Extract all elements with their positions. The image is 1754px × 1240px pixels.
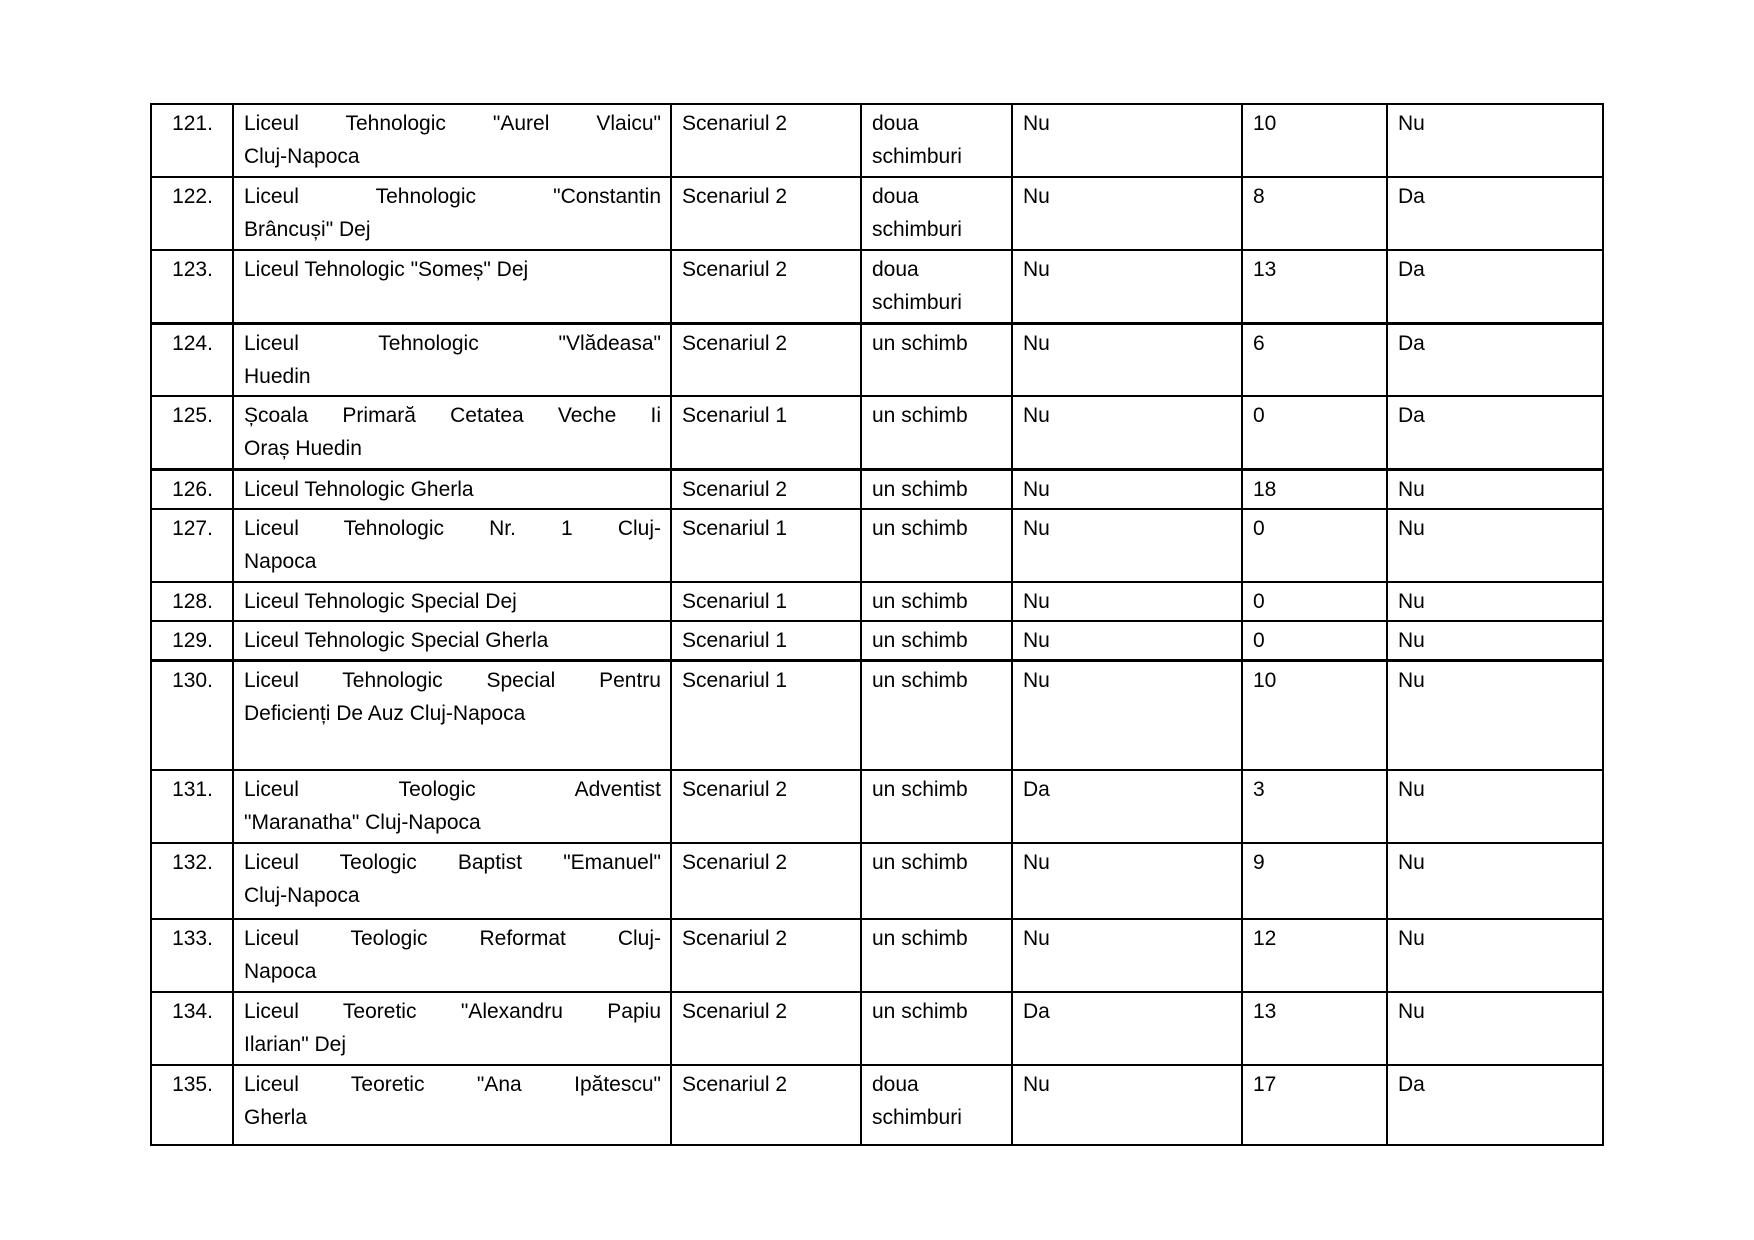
flag2-cell: Nu [1387, 582, 1603, 621]
school-name-cell: Liceul Tehnologic "Constantin Brâncuși" Dej [233, 177, 671, 250]
shift-cell: un schimb [861, 843, 1012, 919]
flag2-cell: Nu [1387, 843, 1603, 919]
row-number-cell: 125. [151, 396, 233, 469]
row-number-cell: 133. [151, 919, 233, 992]
table-row [151, 250, 1603, 323]
flag1-cell: Nu [1012, 660, 1242, 770]
shift-cell: un schimb [861, 582, 1012, 621]
row-number-cell: 127. [151, 509, 233, 582]
table-row [151, 992, 1603, 1065]
school-name-cell: Liceul Teologic Baptist "Emanuel" Cluj-Napoca [233, 843, 671, 919]
school-name-cell: Liceul Teologic Adventist "Maranatha" Cluj-Napoca [233, 770, 671, 843]
scenario-cell: Scenariul 2 [671, 250, 861, 323]
shift-cell: un schimb [861, 992, 1012, 1065]
shift-cell: un schimb [861, 660, 1012, 770]
count-cell: 8 [1242, 177, 1387, 250]
shift-cell: doua schimburi [861, 1065, 1012, 1145]
school-name-cell: Liceul Tehnologic "Vlădeasa" Huedin [233, 323, 671, 396]
count-cell: 10 [1242, 104, 1387, 177]
schools-table [150, 103, 1604, 1146]
flag1-cell: Da [1012, 992, 1242, 1065]
shift-cell: un schimb [861, 919, 1012, 992]
flag2-cell: Nu [1387, 509, 1603, 582]
flag2-cell: Nu [1387, 770, 1603, 843]
table-row [151, 660, 1603, 770]
scenario-cell: Scenariul 1 [671, 660, 861, 770]
table-row [151, 621, 1603, 661]
flag2-cell: Nu [1387, 992, 1603, 1065]
school-name-cell: Liceul Tehnologic Special Gherla [233, 621, 671, 661]
school-name-cell: Liceul Tehnologic Gherla [233, 469, 671, 509]
flag2-cell: Nu [1387, 469, 1603, 509]
row-number-cell: 126. [151, 469, 233, 509]
table-row [151, 509, 1603, 582]
row-number-cell: 129. [151, 621, 233, 661]
table-row [151, 770, 1603, 843]
school-name-cell: Școala Primară Cetatea Veche Ii Oraș Huedin [233, 396, 671, 469]
shift-cell: doua schimburi [861, 250, 1012, 323]
flag1-cell: Nu [1012, 250, 1242, 323]
row-number-cell: 134. [151, 992, 233, 1065]
flag1-cell: Nu [1012, 509, 1242, 582]
table-row [151, 396, 1603, 469]
row-number-cell: 124. [151, 323, 233, 396]
scenario-cell: Scenariul 2 [671, 104, 861, 177]
table-row [151, 104, 1603, 177]
school-name-cell: Liceul Teoretic "Ana Ipătescu" Gherla [233, 1065, 671, 1145]
row-number-cell: 130. [151, 660, 233, 770]
scenario-cell: Scenariul 2 [671, 469, 861, 509]
flag1-cell: Nu [1012, 469, 1242, 509]
row-number-cell: 123. [151, 250, 233, 323]
flag2-cell: Da [1387, 323, 1603, 396]
count-cell: 18 [1242, 469, 1387, 509]
count-cell: 13 [1242, 250, 1387, 323]
row-number-cell: 128. [151, 582, 233, 621]
count-cell: 3 [1242, 770, 1387, 843]
count-cell: 10 [1242, 660, 1387, 770]
count-cell: 12 [1242, 919, 1387, 992]
school-name-cell: Liceul Tehnologic "Aurel Vlaicu" Cluj-Napoca [233, 104, 671, 177]
shift-cell: un schimb [861, 323, 1012, 396]
flag2-cell: Nu [1387, 919, 1603, 992]
row-number-cell: 135. [151, 1065, 233, 1145]
count-cell: 0 [1242, 582, 1387, 621]
school-name-cell: Liceul Tehnologic Nr. 1 Cluj- Napoca [233, 509, 671, 582]
scenario-cell: Scenariul 2 [671, 770, 861, 843]
shift-cell: doua schimburi [861, 104, 1012, 177]
flag1-cell: Nu [1012, 396, 1242, 469]
flag2-cell: Nu [1387, 621, 1603, 661]
shift-cell: un schimb [861, 469, 1012, 509]
flag1-cell: Nu [1012, 582, 1242, 621]
shift-cell: un schimb [861, 621, 1012, 661]
scenario-cell: Scenariul 1 [671, 582, 861, 621]
flag2-cell: Da [1387, 1065, 1603, 1145]
count-cell: 13 [1242, 992, 1387, 1065]
table-row [151, 177, 1603, 250]
scenario-cell: Scenariul 1 [671, 396, 861, 469]
count-cell: 0 [1242, 396, 1387, 469]
school-name-cell: Liceul Tehnologic Special Dej [233, 582, 671, 621]
row-number-cell: 121. [151, 104, 233, 177]
school-name-cell: Liceul Tehnologic Special Pentru Deficienți De Auz Cluj-Napoca [233, 660, 671, 770]
table-row [151, 469, 1603, 509]
row-number-cell: 132. [151, 843, 233, 919]
scenario-cell: Scenariul 2 [671, 177, 861, 250]
scenario-cell: Scenariul 1 [671, 621, 861, 661]
shift-cell: un schimb [861, 770, 1012, 843]
scenario-cell: Scenariul 2 [671, 919, 861, 992]
school-name-cell: Liceul Tehnologic "Someș" Dej [233, 250, 671, 323]
shift-cell: un schimb [861, 509, 1012, 582]
scenario-cell: Scenariul 2 [671, 992, 861, 1065]
scenario-cell: Scenariul 1 [671, 509, 861, 582]
shift-cell: un schimb [861, 396, 1012, 469]
table-row [151, 1065, 1603, 1145]
flag1-cell: Nu [1012, 104, 1242, 177]
flag1-cell: Nu [1012, 177, 1242, 250]
flag1-cell: Nu [1012, 843, 1242, 919]
table-row [151, 843, 1603, 919]
count-cell: 6 [1242, 323, 1387, 396]
flag1-cell: Nu [1012, 323, 1242, 396]
flag2-cell: Da [1387, 177, 1603, 250]
row-number-cell: 122. [151, 177, 233, 250]
flag2-cell: Da [1387, 396, 1603, 469]
table-row [151, 582, 1603, 621]
school-name-cell: Liceul Teoretic "Alexandru Papiu Ilarian" Dej [233, 992, 671, 1065]
count-cell: 9 [1242, 843, 1387, 919]
flag1-cell: Da [1012, 770, 1242, 843]
shift-cell: doua schimburi [861, 177, 1012, 250]
scenario-cell: Scenariul 2 [671, 1065, 861, 1145]
count-cell: 17 [1242, 1065, 1387, 1145]
flag1-cell: Nu [1012, 621, 1242, 661]
flag1-cell: Nu [1012, 919, 1242, 992]
row-number-cell: 131. [151, 770, 233, 843]
flag2-cell: Da [1387, 250, 1603, 323]
flag1-cell: Nu [1012, 1065, 1242, 1145]
table-row [151, 919, 1603, 992]
school-name-cell: Liceul Teologic Reformat Cluj- Napoca [233, 919, 671, 992]
count-cell: 0 [1242, 621, 1387, 661]
table-row [151, 323, 1603, 396]
flag2-cell: Nu [1387, 660, 1603, 770]
scenario-cell: Scenariul 2 [671, 323, 861, 396]
scenario-cell: Scenariul 2 [671, 843, 861, 919]
count-cell: 0 [1242, 509, 1387, 582]
flag2-cell: Nu [1387, 104, 1603, 177]
